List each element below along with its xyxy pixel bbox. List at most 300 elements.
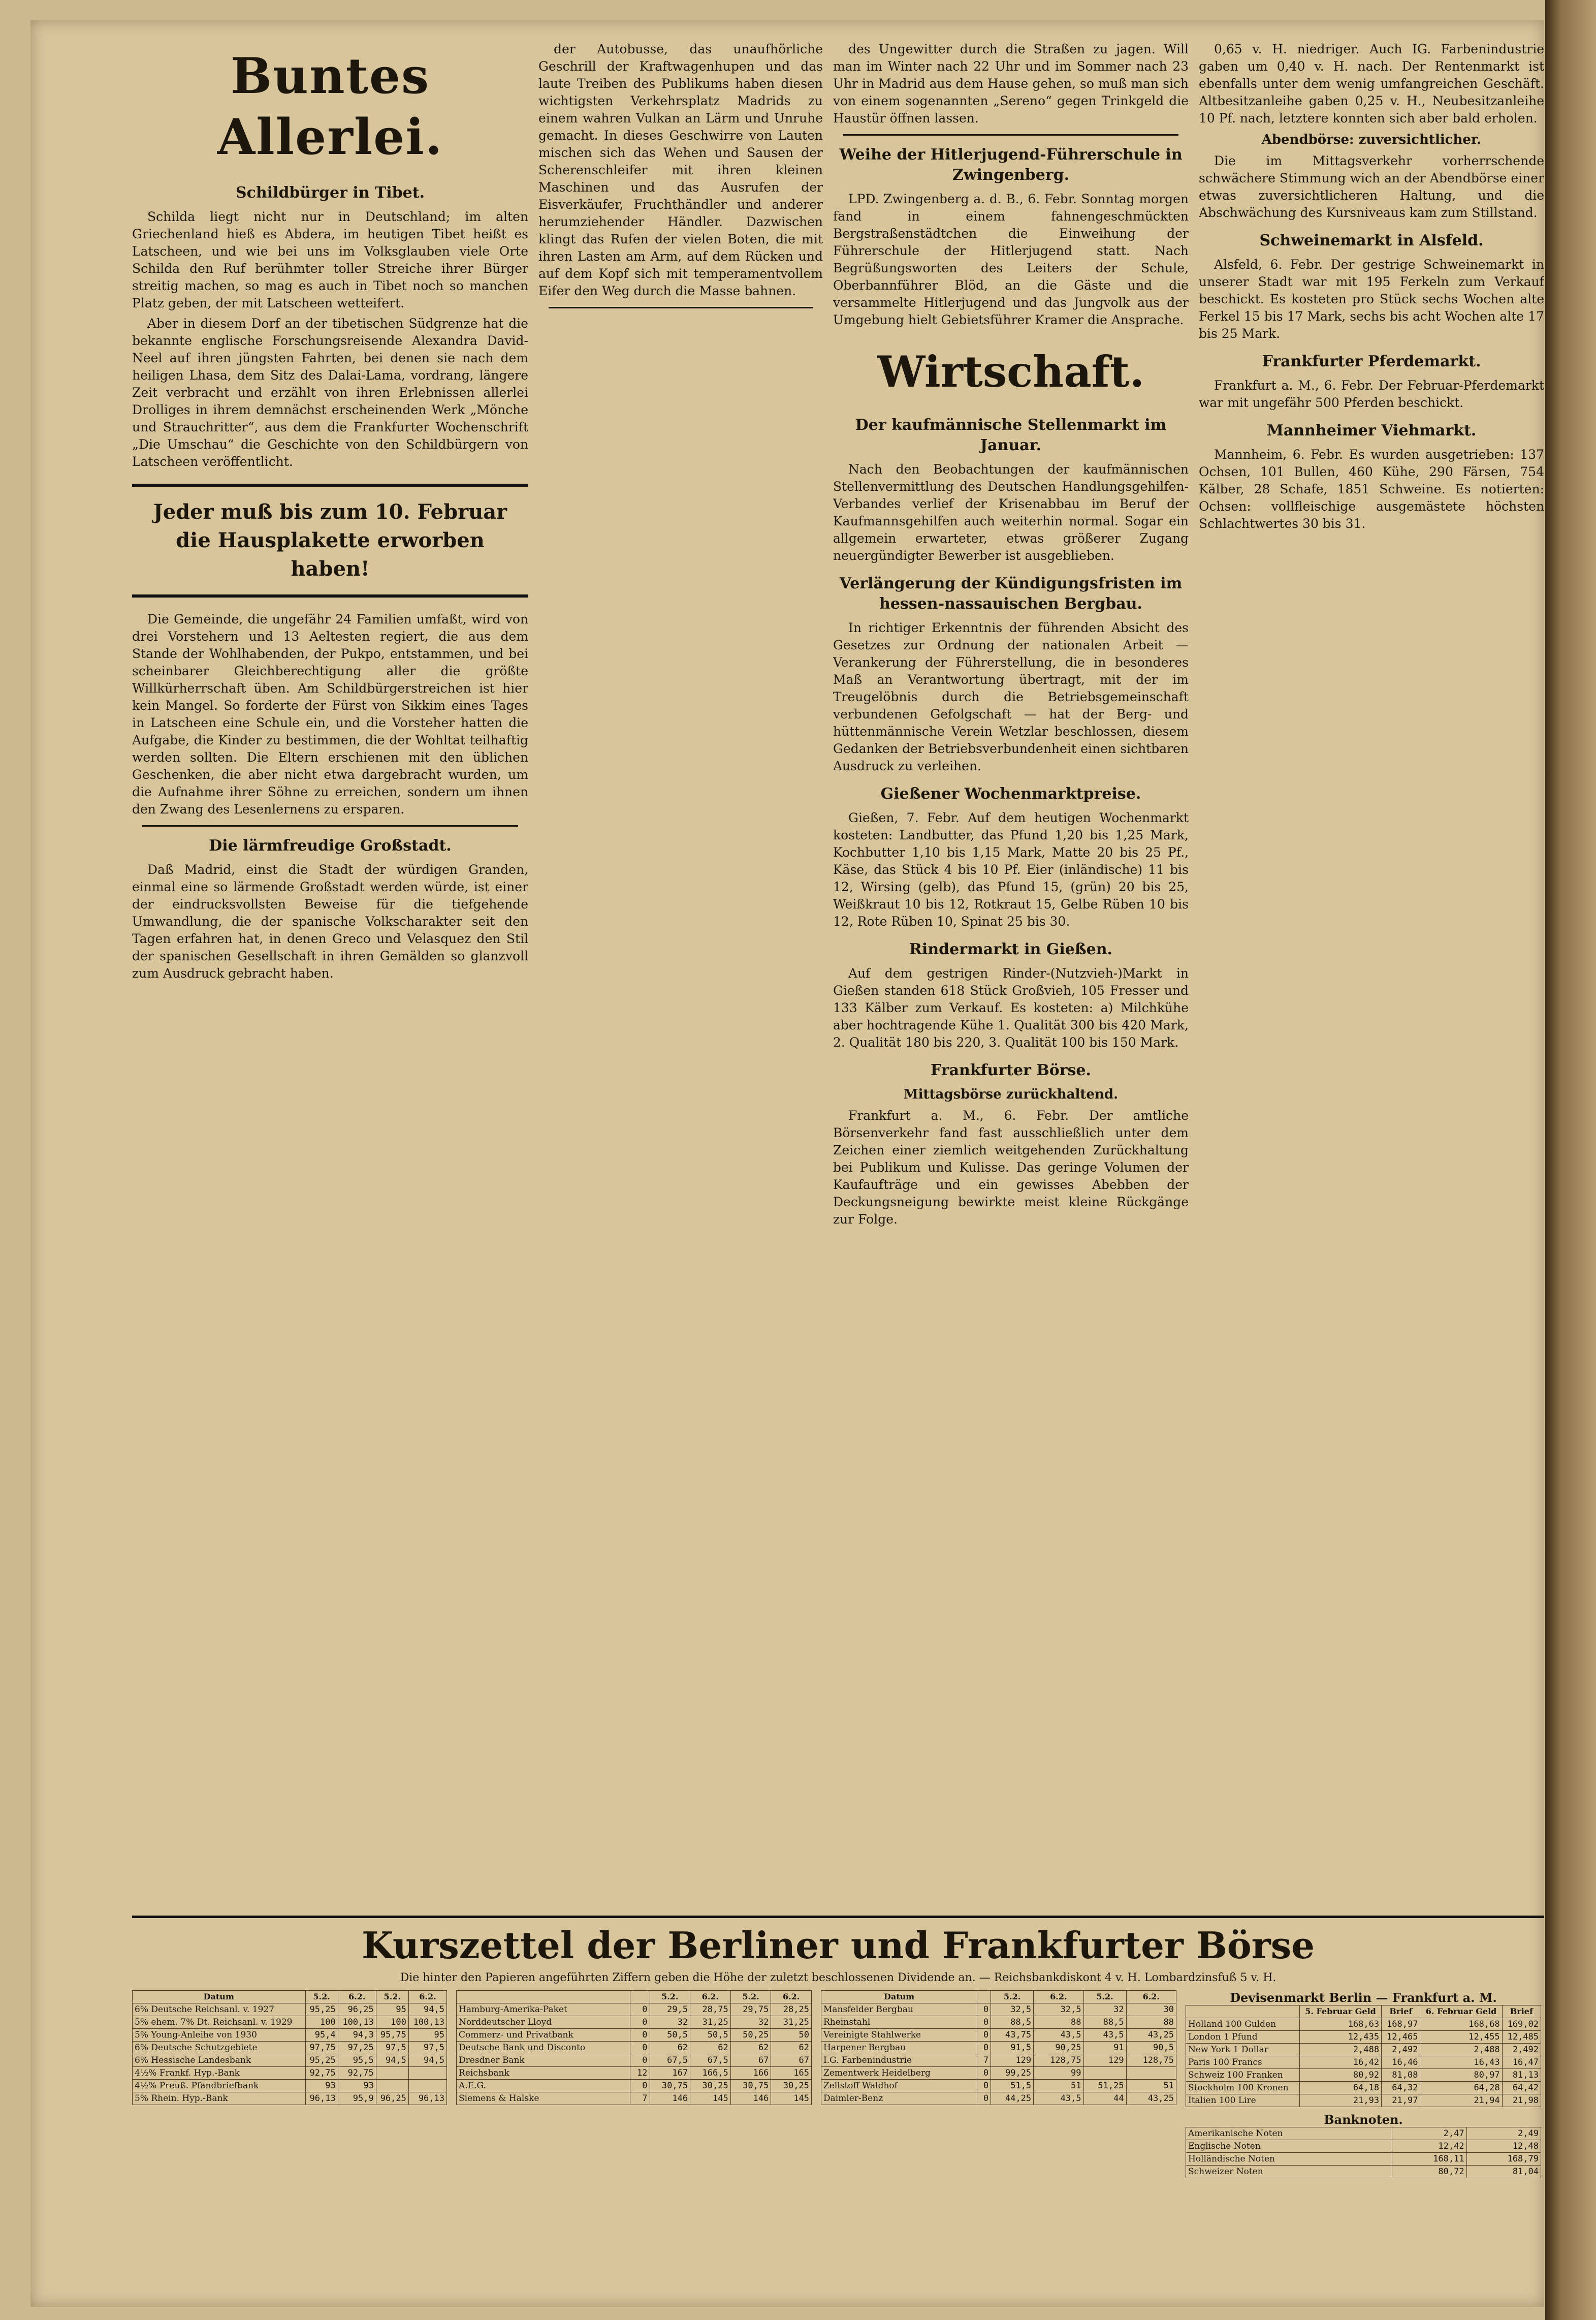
article-text-viehmarkt: Mannheim, 6. Febr. Es wurden ausgetrieben: 137 Ochsen, 101 Bullen, 460 Kühe, 290 Färsen, 754 Kälber, 28 Schafe, 1851 Schweine. Es notierten: Ochsen: vollfleischige ausgemästete höchsten Schlachtwertes 30 bis 31. [1199,447,1544,531]
price-cell: 81,13 [1502,2069,1541,2082]
price-cell: 95,9 [338,2092,376,2105]
security-name-cell: Schweizer Noten [1186,2166,1392,2178]
article-text-rindermarkt: Auf dem gestrigen Rinder-(Nutzvieh-)Markt in Gießen standen 618 Stück Großvieh, 105 Fresser und 133 Kälber zum Verkauf. Es kosteten: a) Milchkühe aber hochtragende Kühe 1. Qualität 300 bis 420 Mark, 2. Qualität 180 bis 220, 3. Qualität 100 bis 150 Mark. [833,966,1189,1050]
price-cell: 51,25 [1083,2080,1126,2092]
article-title-schweinemarkt: Schweinemarkt in Alsfeld. [1259,232,1484,249]
price-cell: 146 [730,2092,771,2105]
price-cell: 95,4 [305,2029,338,2042]
security-name-cell: 6% Deutsche Schutzgebiete [133,2042,306,2054]
divider [843,134,1178,136]
table-row [1186,2056,1541,2069]
price-cell: 168,63 [1299,2018,1381,2031]
table-row [133,2029,447,2042]
article-title-giessen-markt: Gießener Wochenmarktpreise. [880,785,1141,803]
price-cell: 28,75 [690,2003,731,2016]
fx-title: Devisenmarkt Berlin — Frankfurt a. M. [1230,1990,1497,2005]
price-cell: 7 [630,2092,650,2105]
table-header: 6.2. [408,1991,446,2003]
price-cell: 62 [690,2042,731,2054]
security-name-cell: Daimler-Benz [821,2092,977,2105]
price-cell: 32 [1083,2003,1126,2016]
table-row [821,2054,1176,2067]
price-cell: 146 [650,2092,690,2105]
price-cell: 12,48 [1466,2140,1541,2153]
table-row [457,2003,812,2016]
price-cell: 99 [1034,2067,1083,2080]
table-header [457,1991,630,2003]
price-cell: 67,5 [690,2054,731,2067]
table-row [821,2067,1176,2080]
price-cell: 81,04 [1466,2166,1541,2178]
price-cell: 12,485 [1502,2031,1541,2044]
price-cell: 0 [977,2003,991,2016]
security-name-cell: Harpener Bergbau [821,2042,977,2054]
notice-line-2: die Hausplakette erworben haben! [176,528,485,581]
security-name-cell: Mansfelder Bergbau [821,2003,977,2016]
table-header: 5.2. [376,1991,408,2003]
price-cell: 43,5 [1034,2092,1083,2105]
table-header: 6.2. [771,1991,812,2003]
industry-table [821,1990,1176,2105]
table-row [457,2054,812,2067]
price-cell: 32 [730,2016,771,2029]
security-name-cell: Zementwerk Heidelberg [821,2067,977,2080]
table-row [133,2067,447,2080]
table-header: 5.2. [650,1991,690,2003]
security-name-cell: New York 1 Dollar [1186,2044,1300,2056]
price-cell: 169,02 [1502,2018,1541,2031]
divider [142,825,518,827]
price-cell: 44,25 [991,2092,1034,2105]
price-cell: 21,98 [1502,2094,1541,2107]
security-name-cell: Norddeutscher Lloyd [457,2016,630,2029]
price-cell: 128,75 [1126,2054,1176,2067]
table-row [457,2092,812,2105]
price-cell: 2,492 [1502,2044,1541,2056]
price-cell: 0 [630,2080,650,2092]
price-cell: 32,5 [991,2003,1034,2016]
price-cell: 50,5 [650,2029,690,2042]
security-name-cell: Hamburg-Amerika-Paket [457,2003,630,2016]
table-row [1186,2069,1541,2082]
table-row [133,2042,447,2054]
section-title-wirtschaft: Wirtschaft. [877,347,1144,397]
shipping-bank-table-body [457,2003,812,2105]
price-cell: 165 [771,2067,812,2080]
price-cell: 30,75 [650,2080,690,2092]
adjacent-page-edge [1545,0,1596,2320]
price-cell: 92,75 [305,2067,338,2080]
price-cell: 96,13 [408,2092,446,2105]
price-cell: 32 [650,2016,690,2029]
stock-ticker [132,1916,1544,2302]
price-cell: 92,75 [338,2067,376,2080]
article-text-hj: LPD. Zwingenberg a. d. B., 6. Febr. Sonntag morgen fand in einem fahnengeschmückten Bergstraßenstädtchen die Einweihung der Führerschule der Hitlerjugend statt. Nach Begrüßungsworten des Leiters der Schule, Oberbannführer Blöd, an die Gäste und die versammelte Hitlerjugend und das Jungvolk aus der Umgebung hielt Gebietsführer Kramer die Ansprache. [833,192,1189,327]
price-cell: 0 [630,2054,650,2067]
table-row [1186,2031,1541,2044]
price-cell: 94,5 [408,2054,446,2067]
price-cell: 62 [771,2042,812,2054]
price-cell: 51,5 [991,2080,1034,2092]
price-cell: 95 [376,2003,408,2016]
shipping-bank-table [456,1990,812,2105]
article-text-madrid-end: des Ungewitter durch die Straßen zu jagen. Will man im Winter nach 22 Uhr und im Sommer nach 23 Uhr in Madrid aus dem Hause gehen, so muß man sich von einem sogenannten „Sereno“ gegen Trinkgeld die Haustür öffnen lassen. [833,42,1189,126]
article-title-abendboerse: Abendbörse: zuversichtlicher. [1261,132,1482,147]
notice-line-1: Jeder muß bis zum 10. Februar [153,500,507,524]
price-cell: 166 [730,2067,771,2080]
table-row [821,2029,1176,2042]
table-row [1186,2018,1541,2031]
article-text-boerse-cont: 0,65 v. H. niedriger. Auch IG. Farbenindustrie gaben um 0,40 v. H. nach. Der Rentenmarkt ist ebenfalls unter dem wenig umfangreichen Geschäft. Altbesitzanleihe gaben 0,25 v. H., Neubesitzanleihe 10 Pf. nach, letztere konnten sich aber bald erholen. [1199,42,1544,126]
fx-panel [1186,1990,1541,2178]
article-title-stellenmarkt: Der kaufmännische Stellenmarkt im Januar. [855,416,1167,454]
notice-box [132,484,528,598]
price-cell: 168,11 [1392,2153,1466,2166]
price-cell: 91 [1083,2042,1126,2054]
table-header: 6.2. [338,1991,376,2003]
price-cell: 12,465 [1382,2031,1420,2044]
price-cell: 90,5 [1126,2042,1176,2054]
price-cell: 62 [650,2042,690,2054]
price-cell: 0 [977,2080,991,2092]
article-title-hj: Weihe der Hitlerjugend-Führerschule in Zwingenberg. [839,146,1183,184]
article-text-giessen-markt: Gießen, 7. Febr. Auf dem heutigen Wochenmarkt kosteten: Landbutter, das Pfund 1,20 bis 1,25 Mark, Kochbutter 1,10 bis 1,15 Mark, Matte 20 bis 25 Pf., Käse, das Stück 4 bis 10 Pf. Eier (inländische) 11 bis 12, Wirsing (gelb), das Pfund 15, (grün) 20 bis 25, Weißkraut 10 bis 12, Rotkraut 15, Gelbe Rüben 10 bis 12, Rote Rüben 10, Spinat 25 bis 30. [833,810,1189,929]
price-cell: 129 [991,2054,1034,2067]
table-header: 5.2. [305,1991,338,2003]
table-row [1186,2094,1541,2107]
price-cell: 43,5 [1034,2029,1083,2042]
price-cell: 51 [1126,2080,1176,2092]
security-name-cell: Amerikanische Noten [1186,2127,1392,2140]
security-name-cell: Italien 100 Lire [1186,2094,1300,2107]
price-cell [1083,2067,1126,2080]
article-title-rindermarkt: Rindermarkt in Gießen. [909,940,1112,958]
price-cell: 80,92 [1299,2069,1381,2082]
price-cell: 16,47 [1502,2056,1541,2069]
price-cell: 21,93 [1299,2094,1381,2107]
security-name-cell: Reichsbank [457,2067,630,2080]
price-cell: 30,25 [771,2080,812,2092]
price-cell: 81,08 [1382,2069,1420,2082]
price-cell: 30,75 [730,2080,771,2092]
price-cell: 16,43 [1420,2056,1502,2069]
table-row [821,2080,1176,2092]
price-cell: 93 [305,2080,338,2092]
price-cell: 51 [1034,2080,1083,2092]
divider [549,307,813,308]
price-cell: 100,13 [408,2016,446,2029]
article-title-pferdemarkt: Frankfurter Pferdemarkt. [1262,353,1481,370]
price-cell: 97,5 [408,2042,446,2054]
column-1 [132,41,528,1910]
security-name-cell: Deutsche Bank und Disconto [457,2042,630,2054]
table-row [1186,2127,1541,2140]
security-name-cell: Vereinigte Stahlwerke [821,2029,977,2042]
price-cell: 95,25 [305,2003,338,2016]
bond-table-body [133,2003,447,2105]
price-cell [408,2080,446,2092]
security-name-cell: Dresdner Bank [457,2054,630,2067]
price-cell: 50,5 [690,2029,731,2042]
article-title-madrid: Die lärmfreudige Großstadt. [209,837,452,855]
price-cell: 0 [630,2016,650,2029]
price-cell: 43,75 [991,2029,1034,2042]
table-row [821,2003,1176,2016]
price-cell: 99,25 [991,2067,1034,2080]
banknotes-table-body [1186,2127,1541,2178]
table-row [457,2067,812,2080]
price-cell: 96,25 [338,2003,376,2016]
price-cell: 29,5 [650,2003,690,2016]
industry-table-body [821,2003,1176,2105]
price-cell: 95,25 [305,2054,338,2067]
price-cell: 62 [730,2042,771,2054]
price-cell: 2,492 [1382,2044,1420,2056]
table-row [821,2042,1176,2054]
price-cell: 7 [977,2054,991,2067]
table-header: 6.2. [1126,1991,1176,2003]
security-name-cell: Paris 100 Francs [1186,2056,1300,2069]
article-text-schildbuerger-cont: Die Gemeinde, die ungefähr 24 Familien umfaßt, wird von drei Vorstehern und 13 Aeltesten regiert, die aus dem Stande der Wohlhabenden, der Pukpo, entstammen, und bei scheinbarer Gleichberechtigung aller die größte Willkürherrschaft üben. Am Schildbürgerstreichen ist hier kein Mangel. So forderte der Fürst von Sikkim eines Tages in Latscheen eine Schule ein, und die Vorsteher hatten die Aufgabe, die Kinder zu bestimmen, die der Wohltat teilhaftig werden sollten. Die Eltern erschienen mit den üblichen Geschenken, die aber nicht etwa dargebracht wurden, um die Aufnahme ihrer Söhne zu erreichen, sondern um ihnen den Zwang des Lesenlernens zu ersparen. [132,612,528,817]
security-name-cell: Holland 100 Gulden [1186,2018,1300,2031]
price-cell: 91,5 [991,2042,1034,2054]
bond-table [132,1990,447,2105]
table-header [1186,2005,1300,2018]
security-name-cell: 5% Rhein. Hyp.-Bank [133,2092,306,2105]
article-text-madrid: Daß Madrid, einst die Stadt der würdigen Granden, einmal eine so lärmende Großstadt werden würde, ist einer der eindrucksvollsten Beweise für die tiefgehende Umwandlung, die der spanische Volkscharakter seit den Tagen erfahren hat, in denen Greco und Velasquez den Stil der spanischen Gesellschaft in ihren Gemälden so glanzvoll zum Ausdruck gebracht haben. [132,862,528,981]
price-cell: 16,42 [1299,2056,1381,2069]
price-cell: 94,3 [338,2029,376,2042]
security-name-cell: 6% Hessische Landesbank [133,2054,306,2067]
price-cell: 0 [977,2042,991,2054]
table-header: 6.2. [690,1991,731,2003]
article-title-viehmarkt: Mannheimer Viehmarkt. [1266,422,1477,440]
column-4 [1199,41,1544,1910]
table-header: 6.2. [1034,1991,1083,2003]
price-cell: 32,5 [1034,2003,1083,2016]
price-cell: 43,25 [1126,2029,1176,2042]
table-header [977,1991,991,2003]
table-row [1186,2044,1541,2056]
table-header: 5.2. [1083,1991,1126,2003]
price-cell: 64,18 [1299,2082,1381,2094]
price-cell: 2,488 [1299,2044,1381,2056]
table-row [1186,2166,1541,2178]
article-text-schildbuerger-tail: Aber in diesem Dorf an der tibetischen Südgrenze hat die bekannte englische Forschungsreisende Alexandra David-Neel auf ihren jüngsten Fahrten, bei denen sie nach dem heiligen Lhasa, dem Sitz des Dalai-Lama, vordrang, längere Zeit verbracht und erzählt von ihren Erlebnissen allerlei Drolliges in ihrem demnächst erscheinenden Werk „Mönche und Strauchritter“, aus dem die Frankfurter Wochenschrift „Die Umschau“ die Geschichte von den Schildbürgern von Latscheen veröffentlicht. [132,316,528,469]
security-name-cell: I.G. Farbenindustrie [821,2054,977,2067]
article-title-kuendigung: Verlängerung der Kündigungsfristen im hessen-nassauischen Bergbau. [839,575,1183,613]
security-name-cell: 4½% Frankf. Hyp.-Bank [133,2067,306,2080]
table-row [133,2003,447,2016]
price-cell: 88,5 [991,2016,1034,2029]
article-title-boerse: Frankfurter Börse. [931,1061,1091,1079]
security-name-cell: London 1 Pfund [1186,2031,1300,2044]
article-text-boerse: Frankfurt a. M., 6. Febr. Der amtliche Börsenverkehr fand fast ausschließlich unter dem Zeichen einer ziemlich weitgehenden Zurückhaltung bei Publikum und Kulisse. Das geringe Volumen der Kaufaufträge und ein gewisses Abebben der Deckungsneigung bewirkte meist kleine Rückgänge zur Folge. [833,1108,1189,1227]
article-title-schildbuerger: Schildbürger in Tibet. [235,184,425,202]
table-row [133,2092,447,2105]
price-cell: 129 [1083,2054,1126,2067]
price-cell: 145 [690,2092,731,2105]
price-cell: 16,46 [1382,2056,1420,2069]
security-name-cell: A.E.G. [457,2080,630,2092]
security-name-cell: Schweiz 100 Franken [1186,2069,1300,2082]
price-cell: 95 [408,2029,446,2042]
price-cell: 29,75 [730,2003,771,2016]
price-cell: 90,25 [1034,2042,1083,2054]
price-cell: 67,5 [650,2054,690,2067]
column-3 [833,41,1189,1910]
price-cell: 28,25 [771,2003,812,2016]
security-name-cell: 5% ehem. 7% Dt. Reichsanl. v. 1929 [133,2016,306,2029]
price-cell: 80,72 [1392,2166,1466,2178]
price-cell: 12,435 [1299,2031,1381,2044]
price-cell: 21,94 [1420,2094,1502,2107]
price-cell: 97,5 [376,2042,408,2054]
price-cell: 100,13 [338,2016,376,2029]
price-cell: 168,68 [1420,2018,1502,2031]
price-cell: 145 [771,2092,812,2105]
price-cell: 12 [630,2067,650,2080]
table-row [457,2029,812,2042]
price-cell: 0 [977,2067,991,2080]
price-cell: 97,75 [305,2042,338,2054]
table-header [630,1991,650,2003]
table-header: Brief [1502,2005,1541,2018]
article-text-abendboerse: Die im Mittagsverkehr vorherrschende schwächere Stimmung wich an der Abendbörse einer etwas zuversichtlicheren Haltung, und die Abschwächung des Kursniveaus kam zum Stillstand. [1199,153,1544,220]
price-cell: 96,13 [305,2092,338,2105]
price-cell: 2,49 [1466,2127,1541,2140]
security-name-cell: Englische Noten [1186,2140,1392,2153]
price-cell: 30 [1126,2003,1176,2016]
price-cell: 43,5 [1083,2029,1126,2042]
price-cell: 0 [977,2029,991,2042]
price-cell: 30,25 [690,2080,731,2092]
column-2 [538,41,823,1910]
price-cell: 88 [1034,2016,1083,2029]
table-header: 5.2. [730,1991,771,2003]
price-cell: 167 [650,2067,690,2080]
price-cell: 50 [771,2029,812,2042]
ticker-subtitle: Die hinter den Papieren angeführten Ziffern geben die Höhe der zuletzt beschlossenen Dividende an. — Reichsbankdiskont 4 v. H. Lombardzinsfuß 5 v. H. [400,1971,1276,1984]
price-cell: 0 [630,2003,650,2016]
banknotes-title: Banknoten. [1324,2112,1403,2127]
price-cell: 96,25 [376,2092,408,2105]
price-cell: 2,47 [1392,2127,1466,2140]
article-text-stellenmarkt: Nach den Beobachtungen der kaufmännischen Stellenvermittlung des Deutschen Handlungsgehilfen-Verbandes verlief der Krisenabbau im Beruf der Kaufmannsgehilfen auch weiterhin normal. Sogar ein allgemein erwarteter, etwas größerer Zugang neuergündigter Bewerber ist ausgeblieben. [833,462,1189,563]
table-header: 5. Februar Geld [1299,2005,1381,2018]
table-row [1186,2153,1541,2166]
price-cell [408,2067,446,2080]
price-cell: 50,25 [730,2029,771,2042]
price-cell [376,2080,408,2092]
table-header: Datum [821,1991,977,2003]
banknotes-table [1186,2127,1541,2178]
security-name-cell: Siemens & Halske [457,2092,630,2105]
price-cell: 94,5 [376,2054,408,2067]
table-row [133,2054,447,2067]
table-row [133,2080,447,2092]
price-cell: 44 [1083,2092,1126,2105]
price-cell: 2,488 [1420,2044,1502,2056]
price-cell: 166,5 [690,2067,731,2080]
security-name-cell: Zellstoff Waldhof [821,2080,977,2092]
article-subtitle-boerse: Mittagsbörse zurückhaltend. [903,1087,1119,1102]
price-cell: 64,28 [1420,2082,1502,2094]
price-cell: 128,75 [1034,2054,1083,2067]
price-cell: 100 [376,2016,408,2029]
security-name-cell: Commerz- und Privatbank [457,2029,630,2042]
article-text-schildbuerger-intro: Schilda liegt nicht nur in Deutschland; im alten Griechenland hieß es Abdera, im heutigen Tibet heißt es Latscheen, und wie bei uns im Volksglauben viele Orte Schilda den Ruf berühmter toller Streiche ihrer Bürger streitig machen, so mag es auch in Tibet noch so manchen Platz geben, der mit Latscheen wetteifert. [132,209,528,310]
price-cell: 168,97 [1382,2018,1420,2031]
price-cell: 67 [730,2054,771,2067]
price-cell: 97,25 [338,2042,376,2054]
article-text-madrid-cont: der Autobusse, das unaufhörliche Geschrill der Kraftwagenhupen und das laute Treiben des Publikums haben diesen wichtigsten Verkehrsplatz Madrids zu einem wahren Vulkan an Lärm und Unruhe gemacht. In dieses Geschwirre von Lauten mischen sich das Wehen und Sausen der Scherenschleifer mit ihren kleinen Maschinen und das Ausrufen der Eisverkäufer, Fruchthändler und anderer herumziehender Händler. Dazwischen klingt das Rufen der vielen Boten, die mit ihren Lasten am Arm, auf dem Rücken und auf dem Kopf sich mit temperamentvollem Eifer den Weg durch die Masse bahnen. [538,42,823,298]
price-cell: 0 [977,2092,991,2105]
price-cell: 80,97 [1420,2069,1502,2082]
section-masthead: Buntes Allerlei. [217,47,443,166]
price-cell: 95,5 [338,2054,376,2067]
price-cell: 0 [630,2029,650,2042]
price-cell: 31,25 [690,2016,731,2029]
table-header: 5.2. [991,1991,1034,2003]
price-cell: 0 [977,2016,991,2029]
table-header: Brief [1382,2005,1420,2018]
table-row [457,2080,812,2092]
security-name-cell: Rheinstahl [821,2016,977,2029]
fx-table-body [1186,2018,1541,2107]
price-cell: 168,79 [1466,2153,1541,2166]
ticker-title: Kurszettel der Berliner und Frankfurter Börse [132,1916,1544,1970]
price-cell: 64,42 [1502,2082,1541,2094]
price-cell: 12,455 [1420,2031,1502,2044]
table-row [1186,2140,1541,2153]
table-row [821,2016,1176,2029]
fx-table [1186,2005,1541,2107]
table-header: Datum [133,1991,306,2003]
price-cell: 88 [1126,2016,1176,2029]
article-text-kuendigung: In richtiger Erkenntnis der führenden Absicht des Gesetzes zur Ordnung der nationalen Arbeit — Verankerung der Führerstellung, die in besonderes Maß an Verantwortung übertragt, mit der im Treugelöbnis durch die Betriebsgemeinschaft verbundenen Gefolgschaft — hat der Berg- und hüttenmännische Verein Wetzlar beschlossen, diesem Gedanken der Betriebsverbundenheit einen sichtbaren Ausdruck zu verleihen. [833,620,1189,773]
table-row [133,2016,447,2029]
price-cell: 93 [338,2080,376,2092]
article-text-pferdemarkt: Frankfurt a. M., 6. Febr. Der Februar-Pferdemarkt war mit ungefähr 500 Pferden beschickt. [1199,378,1544,410]
security-name-cell: 5% Young-Anleihe von 1930 [133,2029,306,2042]
table-header: 6. Februar Geld [1420,2005,1502,2018]
security-name-cell: 6% Deutsche Reichsanl. v. 1927 [133,2003,306,2016]
price-cell: 95,75 [376,2029,408,2042]
price-cell: 88,5 [1083,2016,1126,2029]
table-row [457,2016,812,2029]
table-row [1186,2082,1541,2094]
price-cell [1126,2067,1176,2080]
price-cell: 94,5 [408,2003,446,2016]
price-cell: 64,32 [1382,2082,1420,2094]
article-text-schweinemarkt: Alsfeld, 6. Febr. Der gestrige Schweinemarkt in unserer Stadt war mit 195 Ferkeln zum Verkauf beschickt. Es kosteten pro Stück sechs Wochen alte Ferkel 15 bis 17 Mark, sechs bis acht Wochen alte 17 bis 25 Mark. [1199,257,1544,341]
table-row [457,2042,812,2054]
ticker-tables [132,1990,1544,2178]
price-cell: 100 [305,2016,338,2029]
price-cell: 21,97 [1382,2094,1420,2107]
price-cell: 0 [630,2042,650,2054]
price-cell: 43,25 [1126,2092,1176,2105]
security-name-cell: 4½% Preuß. Pfandbriefbank [133,2080,306,2092]
table-row [821,2092,1176,2105]
security-name-cell: Stockholm 100 Kronen [1186,2082,1300,2094]
price-cell: 31,25 [771,2016,812,2029]
price-cell [376,2067,408,2080]
security-name-cell: Holländische Noten [1186,2153,1392,2166]
price-cell: 12,42 [1392,2140,1466,2153]
price-cell: 67 [771,2054,812,2067]
